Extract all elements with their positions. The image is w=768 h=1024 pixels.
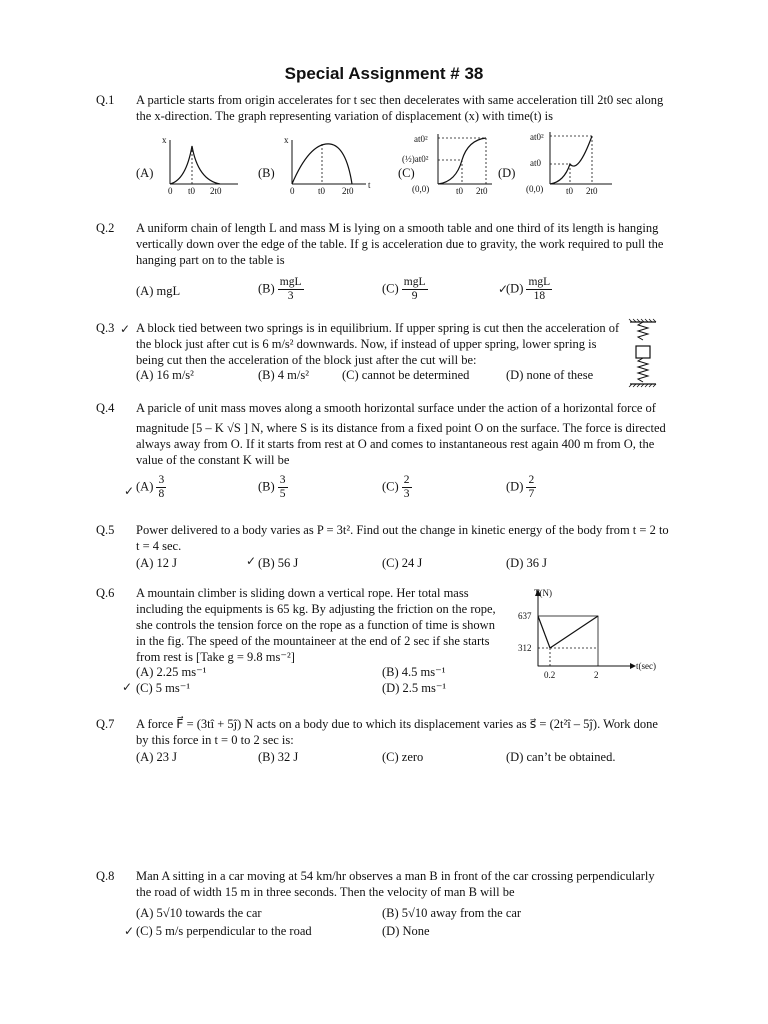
fraction [402, 474, 412, 501]
question-text: A block tied between two springs is in equilibrium. If upper spring is cut then the acceleration of the block just after cut is 6 m/s² downwards. Now, if instead of upper spring, lower spring is being cut then the acceleration of the block just after the cut will be: [136, 321, 620, 367]
q7-option-d: (D) can’t be obtained. [506, 750, 616, 764]
option-label: (C) [382, 281, 399, 296]
tick-origin: (0,0) [526, 184, 544, 194]
denominator: 3 [403, 488, 410, 500]
label-d-mid: at0 [530, 158, 541, 168]
question-number: Q.5 [96, 523, 115, 537]
axis-label-x: t(sec) [636, 661, 656, 671]
tick-zero: 0 [290, 186, 295, 196]
label-c-mid: (½)at0² [402, 154, 429, 164]
option-label: (D) [506, 479, 524, 494]
denominator: 5 [279, 488, 286, 500]
question-text: A particle starts from origin accelerates for t sec then decelerates with same acceleration till 2t0 sec along the x-direction. The graph representing variation of displacement (x) with time(t) is [136, 93, 664, 123]
question-text: A paricle of unit mass moves along a smooth horizontal surface under the action of a horizontal force of [136, 401, 656, 415]
question-number: Q.4 [96, 401, 115, 415]
axis-label-x: x [162, 135, 167, 145]
q4-option-a [136, 474, 166, 501]
denominator: 9 [411, 290, 418, 302]
q8-option-c: (C) 5 m/s perpendicular to the road [136, 924, 312, 938]
q4-option-b [258, 474, 288, 501]
handwritten-check-mark-icon: ✓ [124, 484, 135, 498]
tick-y-637: 637 [518, 611, 532, 621]
question-text: magnitude [5 – K √S ] N, where S is its distance from a fixed point O on the surface. The force is directed always away from O. If it starts from rest at O and comes to instantaneous rest again 400 m from O, the value of the constant K will be [136, 421, 666, 467]
page-title: Special Assignment # 38 [284, 64, 484, 83]
q1-option-c: (C) [398, 166, 415, 180]
tension-time-graph [514, 586, 664, 686]
q8-option-a: (A) 5√10 towards the car [136, 906, 262, 920]
question-number: Q.7 [96, 717, 115, 731]
numerator: 2 [528, 474, 535, 486]
tick-x-0-2: 0.2 [544, 670, 556, 680]
q5-option-a: (A) 12 J [136, 556, 177, 570]
question-number: Q.1 [96, 93, 115, 107]
q7-option-c: (C) zero [382, 750, 424, 764]
question-text: Man A sitting in a car moving at 54 km/hr observes a man B in front of the car crossing perpendicularly the road of width 15 m in three seconds. Then the velocity of man B will be [136, 869, 655, 899]
fraction [526, 276, 552, 303]
fraction [526, 474, 536, 501]
handwritten-check-mark-icon: ✓ [120, 322, 131, 336]
label-d-top: at0² [530, 132, 544, 142]
q1-option-d: (D) [498, 166, 516, 180]
question-number: Q.6 [96, 586, 115, 600]
fraction [278, 474, 288, 501]
option-label: (B) [258, 479, 275, 494]
q1-graph-a [158, 132, 248, 200]
question-number: Q.3 [96, 321, 115, 335]
option-label: (B) [258, 281, 275, 296]
q4-option-d [506, 474, 536, 501]
q2-option-d [506, 276, 552, 303]
spring-block-diagram [626, 318, 660, 396]
q6-option-d: (D) 2.5 ms⁻¹ [382, 681, 447, 695]
tick-2t0: 2t0 [476, 186, 488, 196]
q1-graph-d [520, 126, 620, 200]
numerator: mgL [403, 276, 426, 288]
q3-option-a: (A) 16 m/s² [136, 368, 194, 382]
label-c-top: at0² [414, 134, 428, 144]
tick-t0: t0 [188, 186, 196, 196]
tick-x-2: 2 [594, 670, 599, 680]
handwritten-check-mark-icon: ✓ [124, 924, 135, 938]
q6-option-b: (B) 4.5 ms⁻¹ [382, 665, 446, 679]
q2-option-a: (A) mgL [136, 284, 181, 298]
q3-option-b: (B) 4 m/s² [258, 368, 309, 382]
q1-graph-b [280, 132, 380, 200]
tick-2t0: 2t0 [586, 186, 598, 196]
q3-option-c: (C) cannot be determined [342, 368, 470, 382]
handwritten-check-mark-icon: ✓ [246, 554, 257, 568]
q7-option-b: (B) 32 J [258, 750, 299, 764]
tick-y-312: 312 [518, 643, 532, 653]
fraction [402, 276, 428, 303]
numerator: 3 [158, 474, 165, 486]
question-text: A mountain climber is sliding down a vertical rope. Her total mass including the equipments is 65 kg. By adjusting the friction on the rope, she controls the tension force on the rope as a function of time is shown in the fig. The speed of the mountaineer at the end of 2 sec if she starts from rest is [Take g = 9.8 ms⁻²] [136, 586, 496, 664]
q1-graph-c [400, 126, 500, 200]
tick-zero: 0 [168, 186, 173, 196]
q5-option-d: (D) 36 J [506, 556, 547, 570]
numerator: 2 [403, 474, 410, 486]
q6-option-c: (C) 5 ms⁻¹ [136, 681, 191, 695]
handwritten-check-mark-icon: ✓ [122, 680, 133, 694]
question-text: A force F⃗ = (3tî + 5ĵ) N acts on a body due to which its displacement varies as s⃗ = (2t²î – 5ĵ). Work done by this force in t = 0 to 2 sec is: [136, 717, 658, 747]
denominator: 8 [158, 488, 165, 500]
option-label: (C) [382, 479, 399, 494]
fraction [278, 276, 304, 303]
question-text: Power delivered to a body varies as P = 3t². Find out the change in kinetic energy of the body from t = 2 to t = 4 sec. [136, 523, 669, 553]
q8-option-d: (D) None [382, 924, 430, 938]
tick-origin: (0,0) [412, 184, 430, 194]
q3-option-d: (D) none of these [506, 368, 594, 382]
question-number: Q.8 [96, 869, 115, 883]
tick-t0: t0 [566, 186, 574, 196]
fraction [156, 474, 166, 501]
q2-option-b [258, 276, 304, 303]
option-label: (A) [136, 479, 154, 494]
numerator: mgL [528, 276, 551, 288]
q5-option-b: (B) 56 J [258, 556, 299, 570]
numerator: mgL [279, 276, 302, 288]
axis-label-y: T(N) [534, 588, 552, 598]
tick-2t0: 2t0 [210, 186, 222, 196]
q1-option-a: (A) [136, 166, 154, 180]
question-text: A uniform chain of length L and mass M is lying on a smooth table and one third of its length is hanging vertically down over the edge of the table. If g is acceleration due to gravity, the work required to pull the hanging part on to the table is [136, 221, 664, 267]
numerator: 3 [279, 474, 286, 486]
denominator: 3 [287, 290, 294, 302]
tick-2t0: 2t0 [342, 186, 354, 196]
tick-t0: t0 [318, 186, 326, 196]
tick-t0: t0 [456, 186, 464, 196]
option-label: (D) [506, 281, 524, 296]
denominator: 18 [533, 290, 546, 302]
axis-label-x: x [284, 135, 289, 145]
q8-option-b: (B) 5√10 away from the car [382, 906, 522, 920]
q6-option-a: (A) 2.25 ms⁻¹ [136, 665, 207, 679]
q5-option-c: (C) 24 J [382, 556, 423, 570]
q7-option-a: (A) 23 J [136, 750, 177, 764]
q4-option-c [382, 474, 412, 501]
q1-option-b: (B) [258, 166, 275, 180]
handwritten-check-mark-icon: ✓ [498, 282, 509, 296]
axis-label-t: t [368, 180, 371, 190]
denominator: 7 [528, 488, 535, 500]
question-number: Q.2 [96, 221, 115, 235]
q2-option-c [382, 276, 428, 303]
